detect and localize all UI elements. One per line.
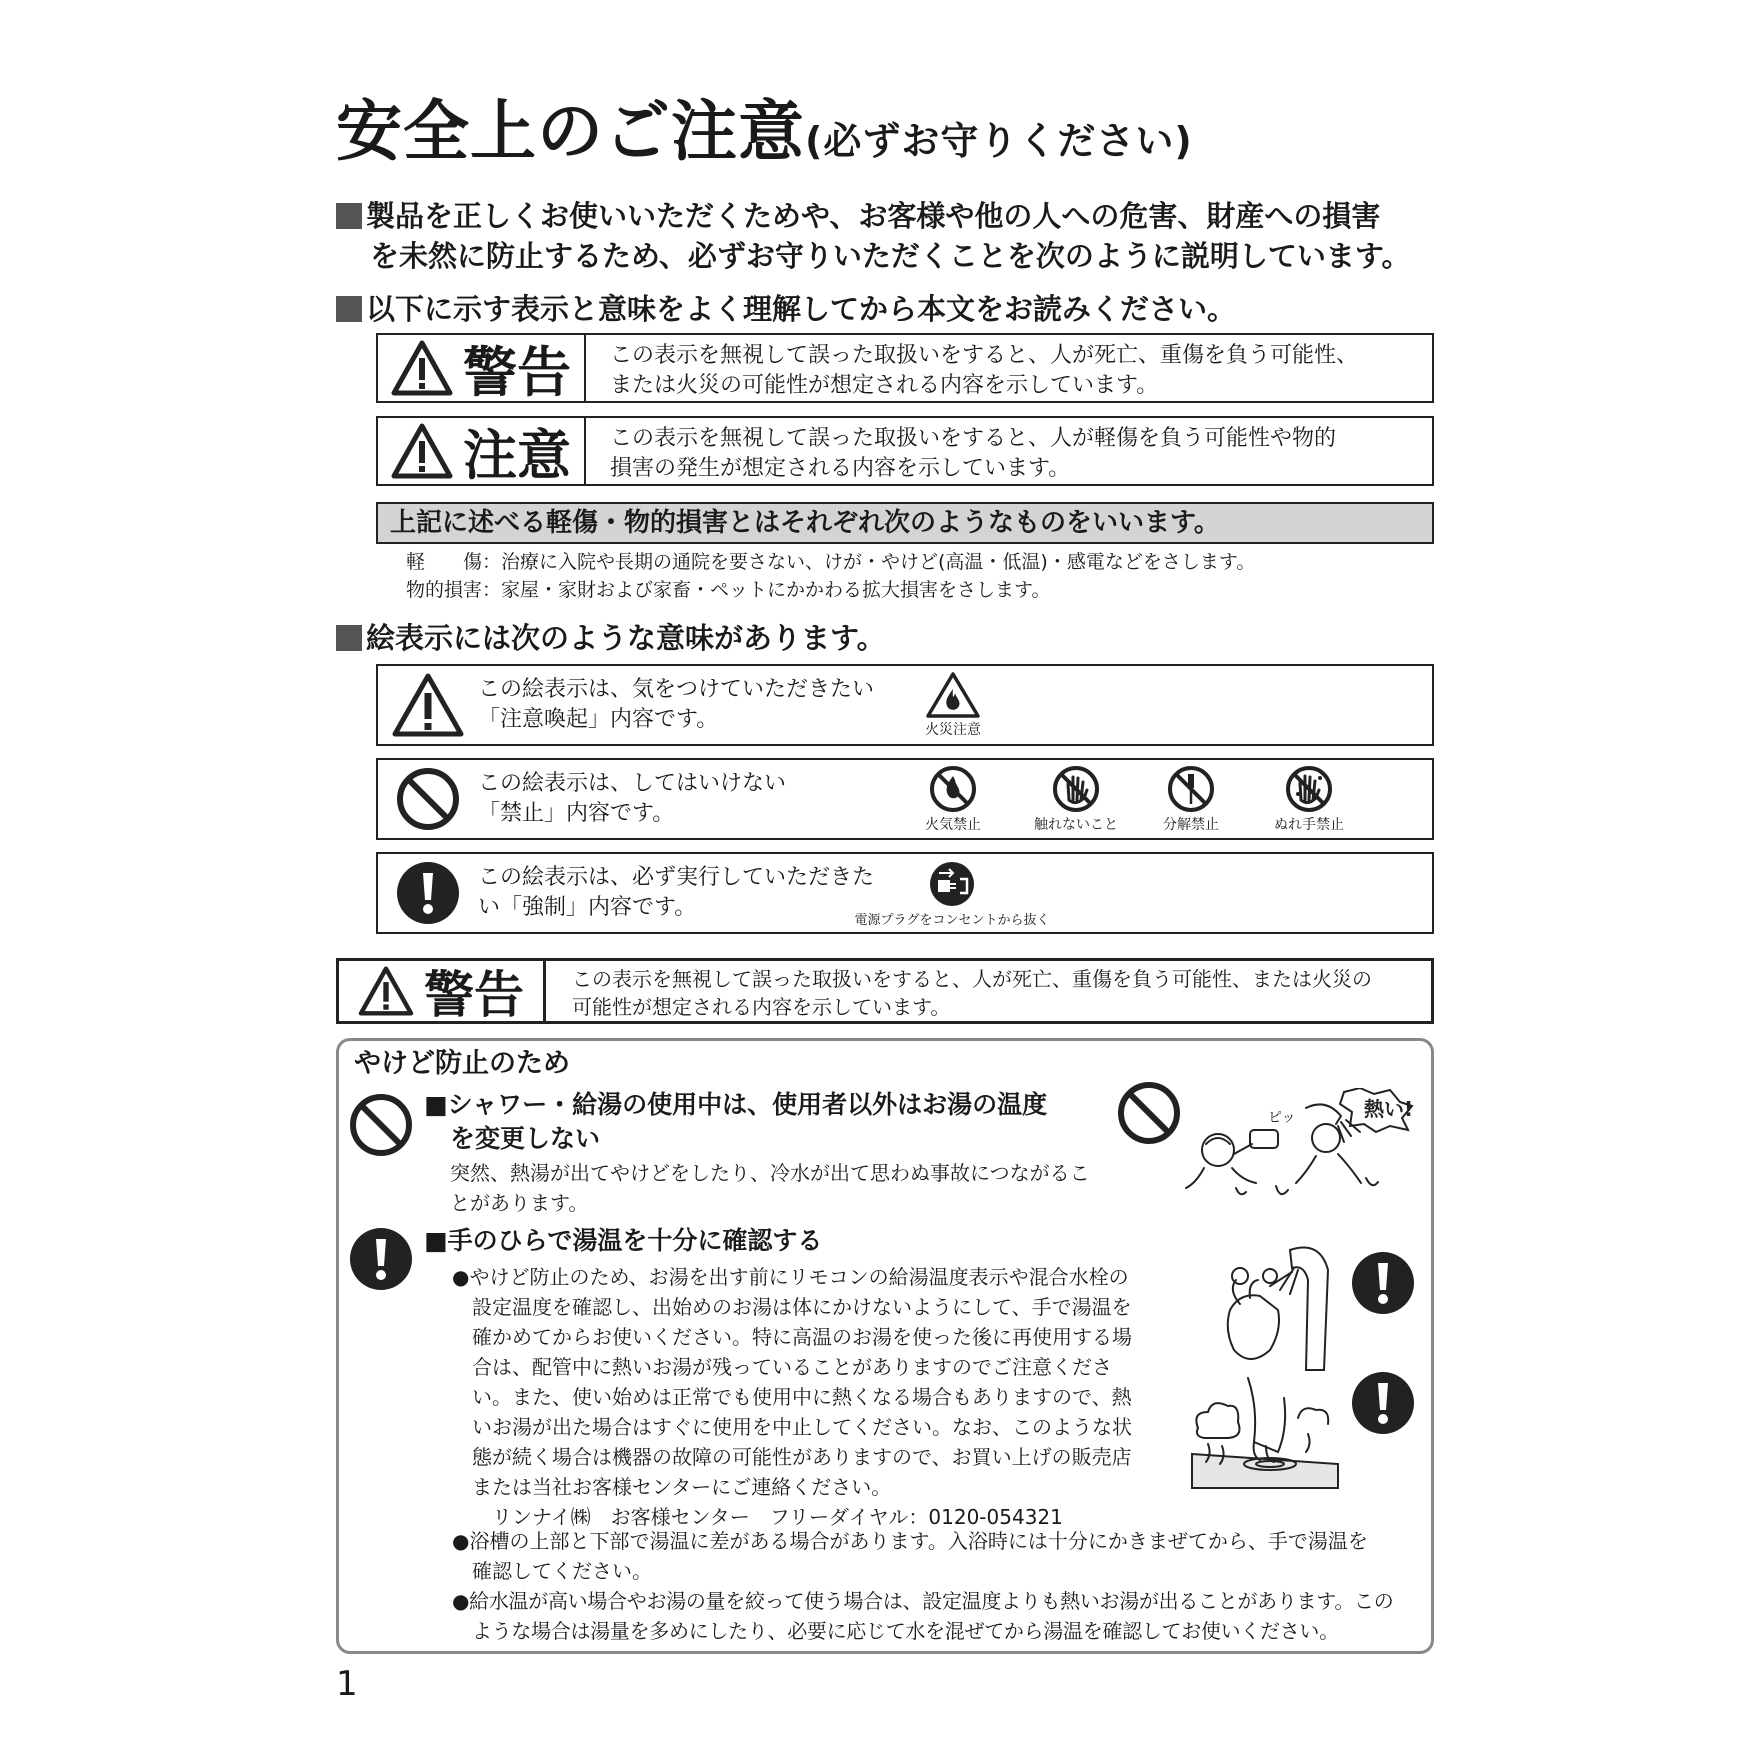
mandatory-icon xyxy=(1350,1250,1416,1316)
square-bullet-icon xyxy=(336,625,362,651)
example-label: 火災注意 xyxy=(925,722,981,738)
pictogram-prohibit-line1: この絵表示は、してはいけない xyxy=(478,771,787,796)
no-fire-icon xyxy=(928,764,978,814)
prohibition-icon xyxy=(395,766,461,832)
bullet1-line: 確かめてからお使いください。特に高温のお湯を使った後に再使用する場 xyxy=(472,1325,1132,1349)
definition-desc: 家屋・家財および家畜・ペットにかかわる拡大損害をさします。 xyxy=(501,579,1051,601)
intro-line-2: を未然に防止するため、必ずお守りいただくことを次のように説明しています。 xyxy=(370,239,1411,273)
title-sub: (必ずお守りください) xyxy=(805,119,1193,163)
example-no-disassembly xyxy=(1146,764,1236,834)
item2-bullet3 xyxy=(452,1586,1393,1646)
example-fire-caution xyxy=(908,671,998,739)
warning-description-2 xyxy=(546,961,1398,1021)
warning2-text-1: この表示を無視して誤った取扱いをすると、人が死亡、重傷を負う可能性、または火災の xyxy=(572,967,1372,991)
illus-beep-label: ピッ xyxy=(1268,1110,1296,1126)
example-label: 火気禁止 xyxy=(925,817,981,833)
example-label: 電源プラグをコンセントから抜く xyxy=(854,912,1050,928)
caution-text-2: 損害の発生が想定される内容を示しています。 xyxy=(610,456,1071,481)
definition-minor-injury xyxy=(406,548,1255,576)
item2-bullet2 xyxy=(452,1526,1368,1586)
hand-shower-illustration xyxy=(1220,1240,1340,1376)
page-title xyxy=(336,78,1193,173)
warning-signal-box xyxy=(376,333,1434,403)
bullet2-line: 確認してください。 xyxy=(472,1559,652,1583)
item1-body-line1: 突然、熱湯が出てやけどをしたり、冷水が出て思わぬ事故につながるこ xyxy=(450,1161,1090,1185)
item1-title-line1: ■シャワー・給湯の使用中は、使用者以外はお湯の温度 xyxy=(424,1090,1048,1119)
pictogram-heading xyxy=(336,618,886,658)
definition-desc: 治療に入院や長期の通院を要さない、けが・やけど(高温・低温)・感電などをさします。 xyxy=(501,551,1256,573)
definition-term: 軽 傷： xyxy=(406,551,502,573)
contact-line: リンナイ㈱ お客様センター フリーダイヤル：0120-054321 xyxy=(492,1505,1063,1529)
example-unplug xyxy=(854,859,1050,928)
caution-triangle-icon xyxy=(392,673,464,737)
fire-caution-icon xyxy=(925,671,981,719)
do-not-touch-icon xyxy=(1051,764,1101,814)
bullet3-line: ような場合は湯量を多めにしたり、必要に応じて水を混ぜてから湯温を確認してお使いください。 xyxy=(472,1619,1339,1643)
mandatory-icon xyxy=(1350,1370,1416,1436)
prohibition-icon xyxy=(348,1092,414,1158)
warning-text-1: この表示を無視して誤った取扱いをすると、人が死亡、重傷を負う可能性、 xyxy=(610,343,1359,368)
pictogram-caution-line1: この絵表示は、気をつけていただきたい xyxy=(478,677,875,702)
burn-section-heading: やけど防止のため xyxy=(354,1048,570,1079)
warning-triangle-icon xyxy=(391,423,453,479)
bullet1-line: ●やけど防止のため、お湯を出す前にリモコンの給湯温度表示や混合水栓の xyxy=(452,1265,1129,1289)
item2-bullet1 xyxy=(452,1262,1132,1532)
bullet1-line: 合は、配管中に熱いお湯が残っていることがありますのでご注意くださ xyxy=(472,1355,1112,1379)
warning-triangle-icon xyxy=(358,966,414,1016)
warning-text-2: または火災の可能性が想定される内容を示しています。 xyxy=(610,373,1159,398)
warning-label-2 xyxy=(339,961,546,1024)
pictogram-prohibit-line2: 「禁止」内容です。 xyxy=(478,801,675,826)
shower-burn-illustration xyxy=(1176,1088,1420,1206)
pictogram-mandatory-line1: この絵表示は、必ず実行していただきた xyxy=(478,865,875,890)
square-bullet-icon xyxy=(336,296,362,322)
warning-label xyxy=(378,335,586,404)
bullet1-line: 設定温度を確認し、出始めのお湯は体にかけないようにして、手で湯温を xyxy=(472,1295,1132,1319)
definitions-list xyxy=(406,548,1255,604)
caution-text-1: この表示を無視して誤った取扱いをすると、人が軽傷を負う可能性や物的 xyxy=(610,426,1337,451)
pictogram-mandatory-text xyxy=(478,863,898,923)
no-disassembly-icon xyxy=(1166,764,1216,814)
example-label: ぬれ手禁止 xyxy=(1274,817,1344,833)
pictogram-caution-line2: 「注意喚起」内容です。 xyxy=(478,707,719,732)
example-label: 触れないこと xyxy=(1034,817,1118,833)
caution-signal-box xyxy=(376,416,1434,486)
title-main: 安全上のご注意 xyxy=(336,93,805,170)
intro-line-1: 製品を正しくお使いいただくためや、お客様や他の人への危害、財産への損害 xyxy=(366,199,1381,233)
prohibition-icon xyxy=(1116,1080,1182,1146)
pictogram-prohibit-box xyxy=(376,758,1434,840)
intro-read-first xyxy=(336,289,1236,329)
pictogram-caution-box xyxy=(376,664,1434,746)
warning-signal-box-2 xyxy=(336,958,1434,1024)
pictogram-mandatory-box xyxy=(376,852,1434,934)
intro-line-3: 以下に示す表示と意味をよく理解してから本文をお読みください。 xyxy=(366,292,1237,326)
illus-hot-label: 熱い! xyxy=(1364,1097,1414,1121)
item1-body xyxy=(450,1158,1090,1218)
bullet2-line: ●浴槽の上部と下部で湯温に差がある場合があります。入浴時には十分にかきまぜてから、手で湯温を xyxy=(452,1529,1368,1553)
bullet1-line: いお湯が出た場合はすぐに使用を中止してください。なお、このような状 xyxy=(472,1415,1132,1439)
warning-label-text: 警告 xyxy=(424,966,524,1024)
warning-label-text: 警告 xyxy=(463,340,571,404)
pictogram-mandatory-line2: い「強制」内容です。 xyxy=(478,895,697,920)
example-label: 分解禁止 xyxy=(1163,817,1219,833)
pictogram-heading-text: 絵表示には次のような意味があります。 xyxy=(366,621,886,655)
bullet1-line: または当社お客様センターにご連絡ください。 xyxy=(472,1475,892,1499)
mandatory-icon xyxy=(348,1226,414,1292)
unplug-icon xyxy=(927,859,977,909)
caution-description xyxy=(586,418,1360,484)
bath-check-illustration xyxy=(1188,1368,1342,1490)
item1-title-line2: を変更しない xyxy=(450,1124,601,1153)
square-bullet-icon xyxy=(336,203,362,229)
no-wet-hands-icon xyxy=(1284,764,1334,814)
caution-label xyxy=(378,418,586,487)
intro-paragraph xyxy=(336,196,1411,276)
warning-triangle-icon xyxy=(391,340,453,396)
example-no-fire xyxy=(908,764,998,834)
bullet1-line: い。また、使い始めは正常でも使用中に熱くなる場合もありますので、熱 xyxy=(472,1385,1132,1409)
mandatory-icon xyxy=(395,860,461,926)
example-do-not-touch xyxy=(1026,764,1126,834)
example-no-wet-hands xyxy=(1264,764,1354,834)
definition-term: 物的損害： xyxy=(406,579,502,601)
item1-title xyxy=(424,1088,1047,1156)
bullet3-line: ●給水温が高い場合やお湯の量を絞って使う場合は、設定温度よりも熱いお湯が出ることがあります。この xyxy=(452,1589,1394,1613)
item2-title: ■手のひらで湯温を十分に確認する xyxy=(424,1226,823,1255)
caution-label-text: 注意 xyxy=(463,423,571,487)
pictogram-caution-text xyxy=(478,675,898,735)
bullet1-line: 態が続く場合は機器の故障の可能性がありますので、お買い上げの販売店 xyxy=(472,1445,1132,1469)
warning2-text-2: 可能性が想定される内容を示しています。 xyxy=(572,995,951,1019)
definition-property-damage xyxy=(406,576,1255,604)
pictogram-prohibit-text xyxy=(478,769,898,829)
page-number: 1 xyxy=(336,1664,358,1704)
warning-description xyxy=(586,335,1382,401)
item1-body-line2: とがあります。 xyxy=(450,1191,589,1215)
definition-heading: 上記に述べる軽傷・物的損害とはそれぞれ次のようなものをいいます。 xyxy=(376,502,1434,544)
